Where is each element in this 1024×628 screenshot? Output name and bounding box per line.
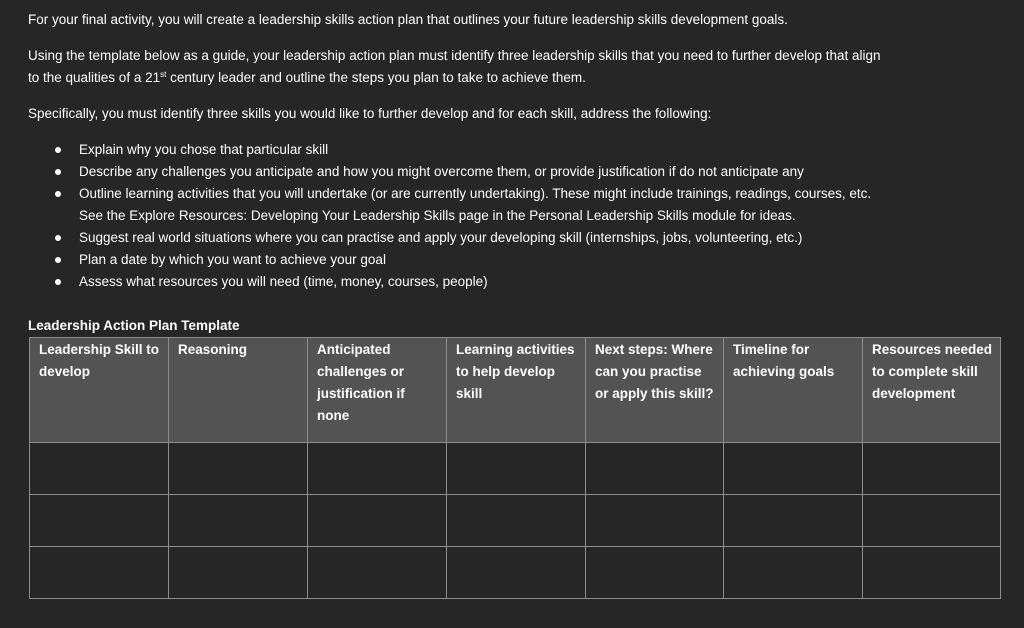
column-header-line: Resources needed xyxy=(872,342,993,357)
table-cell[interactable] xyxy=(863,495,1001,547)
table-cell[interactable] xyxy=(30,547,169,599)
column-header-line: Timeline for xyxy=(733,342,810,357)
column-header-line: Learning activities xyxy=(456,342,575,357)
column-header-line: skill xyxy=(456,386,483,401)
column-header xyxy=(724,338,863,443)
table-cell[interactable] xyxy=(30,443,169,495)
column-header-line: or apply this skill? xyxy=(595,386,714,401)
table-cell[interactable] xyxy=(586,547,724,599)
table-cell[interactable] xyxy=(169,547,308,599)
column-header-line: can you practise xyxy=(595,364,702,379)
table-row xyxy=(30,443,1001,495)
table-cell[interactable] xyxy=(586,443,724,495)
list-item-text: Suggest real world situations where you can practise and apply your developing skill (internships, jobs, volunteering, etc.) xyxy=(79,230,803,245)
column-header xyxy=(308,338,447,443)
column-header-line: justification if xyxy=(317,386,405,401)
column-header xyxy=(586,338,724,443)
column-header-line: develop xyxy=(39,364,91,379)
leadership-action-plan-table xyxy=(29,337,1001,599)
table-cell[interactable] xyxy=(447,443,586,495)
column-header-line: development xyxy=(872,386,956,401)
bullet-dot-icon xyxy=(55,169,61,175)
table-cell[interactable] xyxy=(308,547,447,599)
bullet-dot-icon xyxy=(55,191,61,197)
bullet-dot-icon xyxy=(55,279,61,285)
table-cell[interactable] xyxy=(169,443,308,495)
list-item-text: Plan a date by which you want to achieve your goal xyxy=(79,252,386,267)
guide-line-2-end: century leader and outline the steps you plan to take to achieve them. xyxy=(166,70,586,85)
table-body xyxy=(30,443,1001,599)
column-header-line: none xyxy=(317,408,350,423)
table-cell[interactable] xyxy=(586,495,724,547)
list-item xyxy=(0,271,871,293)
list-item-text: Explain why you chose that particular skill xyxy=(79,142,329,157)
list-item xyxy=(0,161,871,183)
column-header-line: Reasoning xyxy=(178,342,248,357)
guide-paragraph xyxy=(28,45,881,89)
table-cell[interactable] xyxy=(863,547,1001,599)
column-header xyxy=(30,338,169,443)
list-item xyxy=(0,249,871,271)
table-row xyxy=(30,547,1001,599)
column-header xyxy=(169,338,308,443)
list-item xyxy=(0,139,871,161)
column-header-line: Anticipated xyxy=(317,342,391,357)
table-cell[interactable] xyxy=(724,443,863,495)
specifically-paragraph: Specifically, you must identify three skills you would like to further develop and for each skill, address the following: xyxy=(28,106,712,121)
bullet-dot-icon xyxy=(55,257,61,263)
column-header-line: to complete skill xyxy=(872,364,978,379)
list-item-text: Outline learning activities that you will undertake (or are currently undertaking). These might include trainings, readings, courses, etc. xyxy=(79,186,872,201)
list-item xyxy=(0,183,871,227)
list-item-text: Describe any challenges you anticipate and how you might overcome them, or provide justification if do not anticipate any xyxy=(79,164,804,179)
column-header xyxy=(863,338,1001,443)
table-caption: Leadership Action Plan Template xyxy=(28,318,240,333)
list-item xyxy=(0,227,871,249)
table-cell[interactable] xyxy=(724,495,863,547)
bullet-dot-icon xyxy=(55,235,61,241)
guide-line-1: Using the template below as a guide, your leadership action plan must identify three leadership skills that you need to further develop that align xyxy=(28,48,881,63)
list-item-text-continued: See the Explore Resources: Developing Your Leadership Skills page in the Personal Leadership Skills module for ideas. xyxy=(79,208,796,223)
table-cell[interactable] xyxy=(447,495,586,547)
requirements-list xyxy=(0,139,871,293)
bullet-dot-icon xyxy=(55,147,61,153)
column-header xyxy=(447,338,586,443)
table-cell[interactable] xyxy=(724,547,863,599)
table-cell[interactable] xyxy=(863,443,1001,495)
guide-line-2-start: to the qualities of a 21 xyxy=(28,70,161,85)
list-item-text: Assess what resources you will need (time, money, courses, people) xyxy=(79,274,488,289)
column-header-line: challenges or xyxy=(317,364,405,379)
table-header-row xyxy=(30,338,1001,443)
column-header-line: achieving goals xyxy=(733,364,835,379)
column-header-line: to help develop xyxy=(456,364,556,379)
table-cell[interactable] xyxy=(308,443,447,495)
intro-paragraph: For your final activity, you will create a leadership skills action plan that outlines your future leadership skills development goals. xyxy=(28,12,788,27)
column-header-line: Next steps: Where xyxy=(595,342,713,357)
table-cell[interactable] xyxy=(169,495,308,547)
column-header-line: Leadership Skill to xyxy=(39,342,160,357)
table-cell[interactable] xyxy=(308,495,447,547)
ordinal-superscript: st xyxy=(160,70,167,79)
table-cell[interactable] xyxy=(447,547,586,599)
table-cell[interactable] xyxy=(30,495,169,547)
table-row xyxy=(30,495,1001,547)
